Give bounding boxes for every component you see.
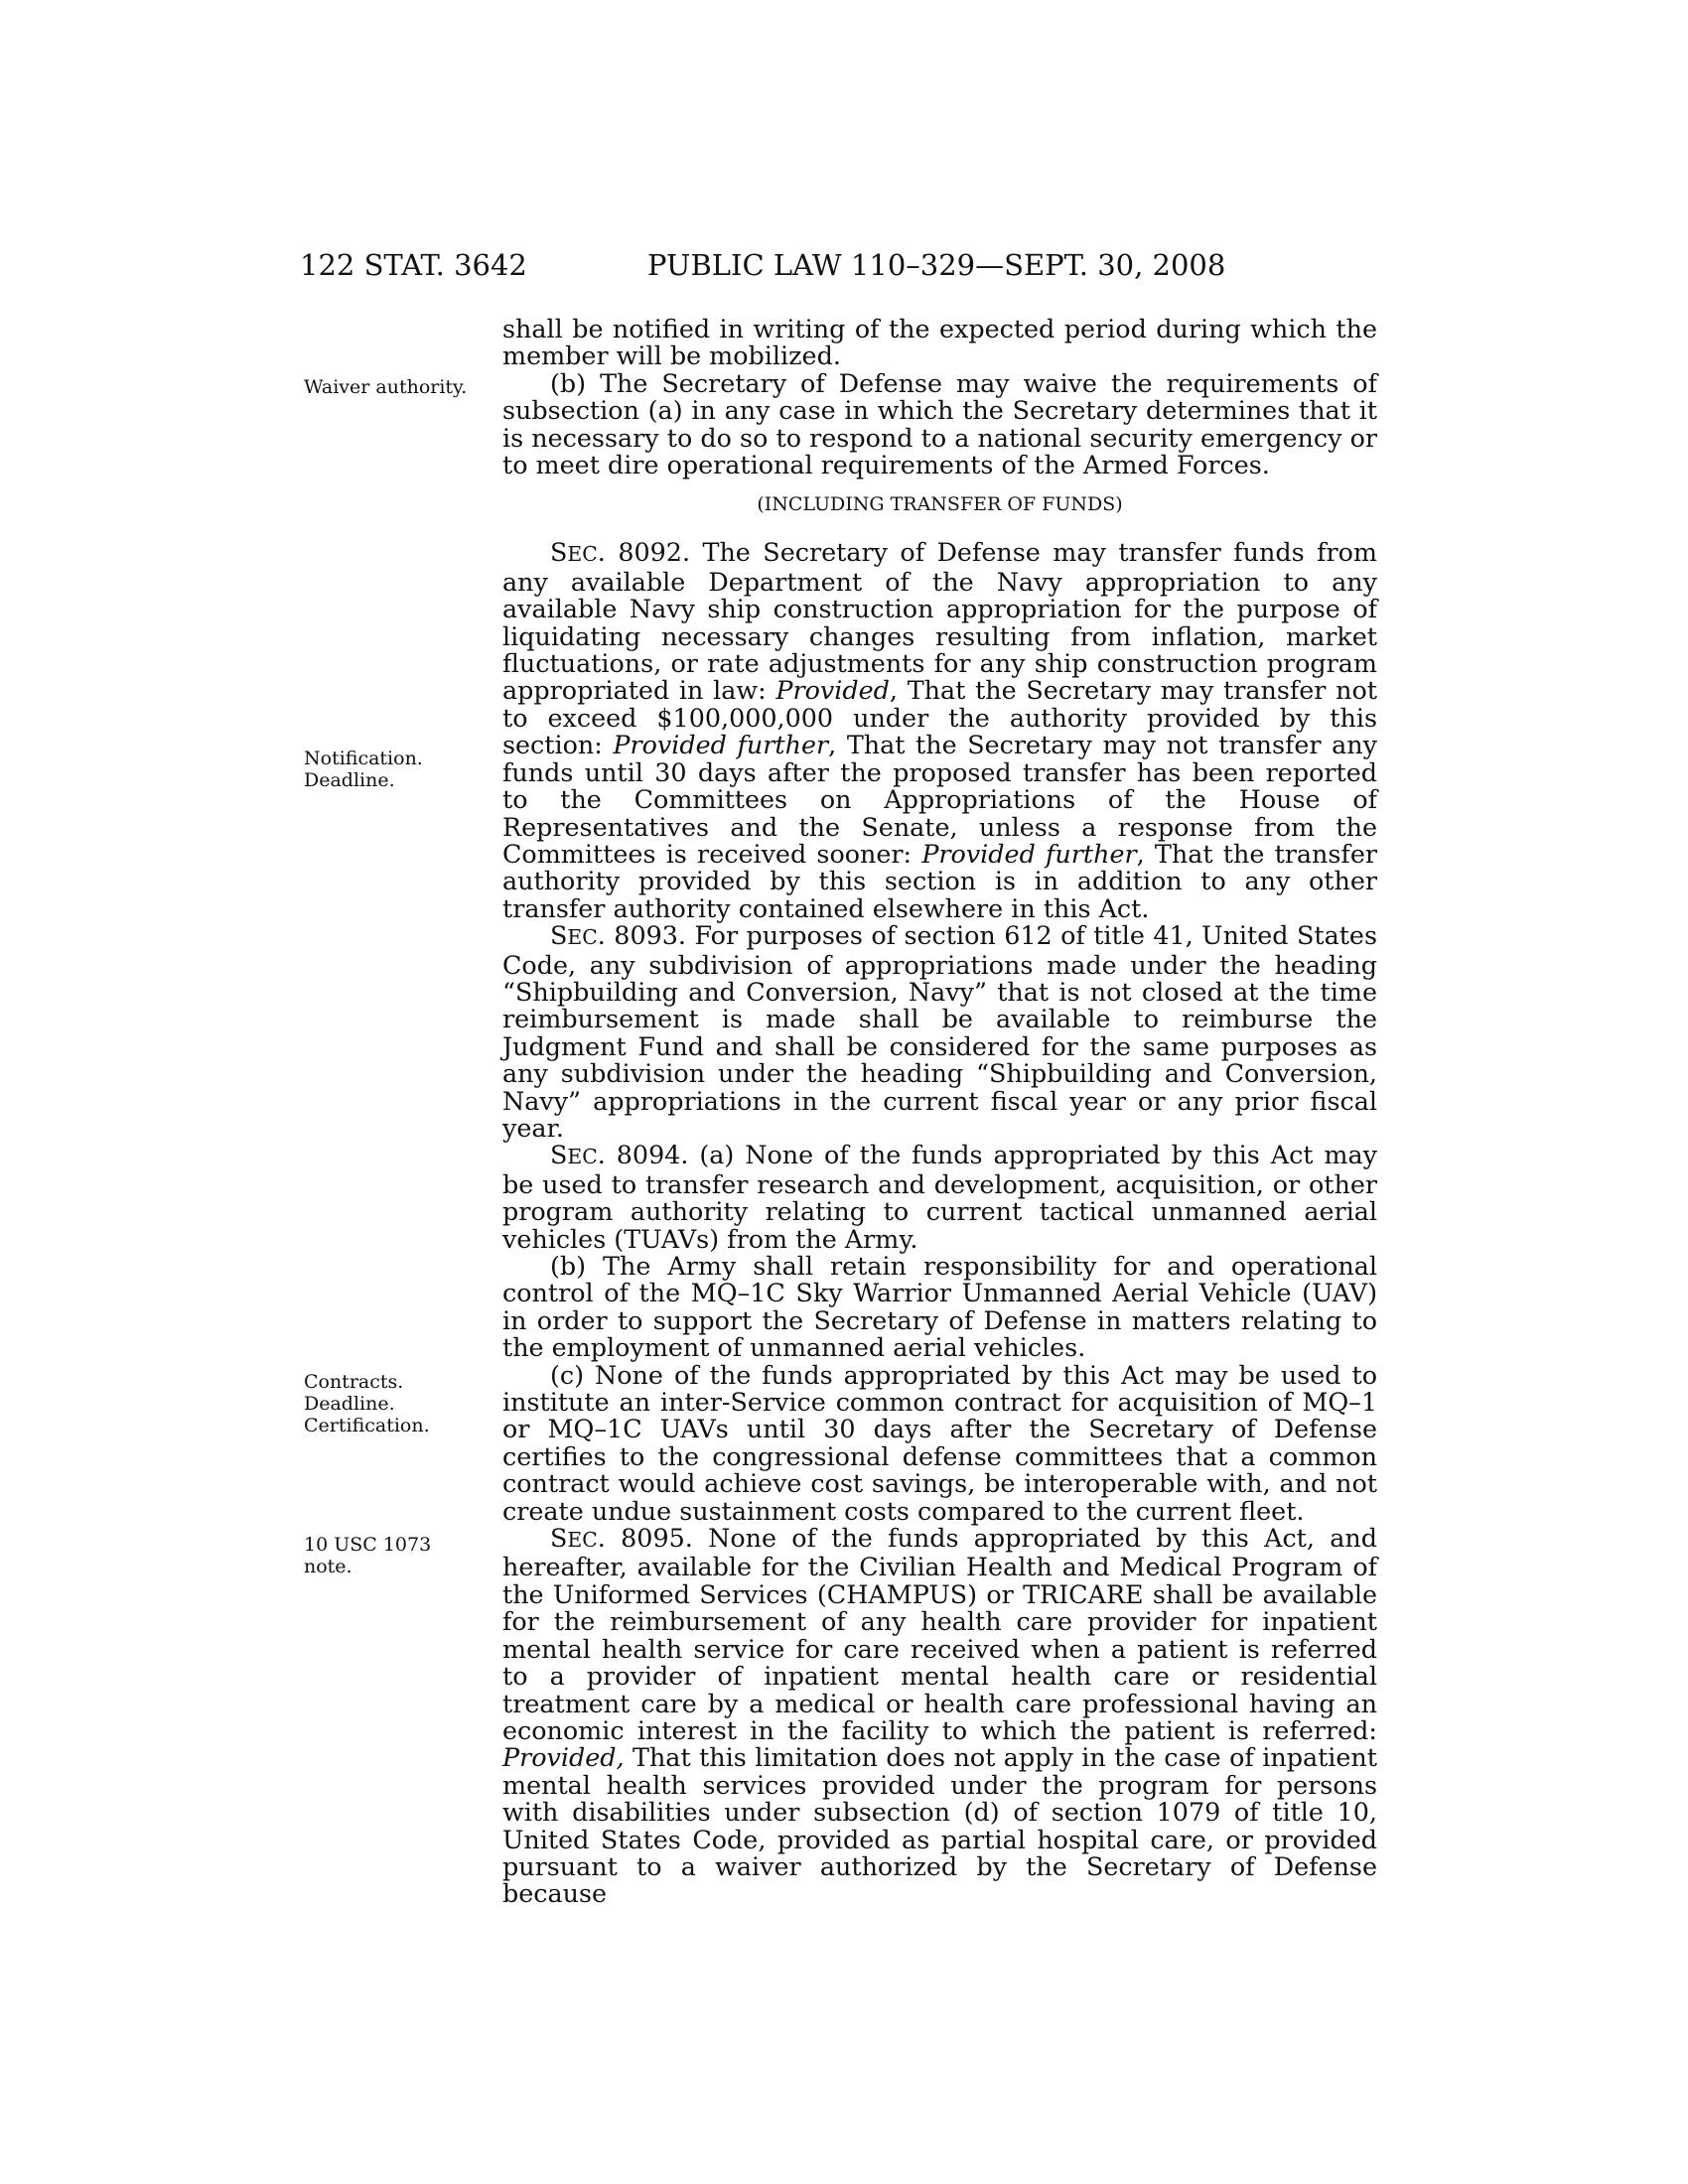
margin-note-line: Deadline. — [304, 769, 395, 791]
margin-note-notification — [304, 748, 492, 791]
margin-note-line: Notification. — [304, 748, 423, 769]
section-8094-b: (b) The Army shall retain responsibility for and operational control of the MQ–1C Sky Warrior Unmanned Aerial Vehicle (UAV) in order to support the Secretary of Defense in matters relating to the employment of unmanned aerial vehicles. — [502, 1251, 1377, 1363]
margin-note-contracts — [304, 1371, 492, 1436]
section-8095: SEC. 8095. None of the funds appropriated by this Act, and hereafter, available for the Civilian Health and Medical Program of the Uniformed Services (CHAMPUS) or TRICARE shall be available for the reimbursement of any health care provider for inpatient mental health service for care received when a patient is referred to a provider of inpatient mental health care or residential treatment care by a medical or health care professional having an economic interest in the facility to which the patient is referred: Provided, That this limitation does not apply in the case of inpatient mental health services provided under the program for persons with disabilities under subsection (d) of section 1079 of title 10, United States Code, provided as partial hospital care, or provided pursuant to a waiver authorized by the Secretary of Defense because — [502, 1523, 1377, 1909]
section-8093: SEC. 8093. For purposes of section 612 of title 41, United States Code, any subdivision of appropriations made under the heading “Shipbuilding and Conversion, Navy” that is not closed at the time reimbursement is made shall be available to reimburse the Judgment Fund and shall be considered for the same purposes as any subdivision under the heading “Shipbuilding and Conversion, Navy” appropriations in the current fiscal year or any prior fiscal year. — [502, 920, 1377, 1143]
margin-note-line: Certification. — [304, 1415, 430, 1436]
paragraph-continuation: shall be notified in writing of the expected period during which the member will be mobilized. — [502, 314, 1377, 371]
margin-note-line: Waiver authority. — [304, 376, 468, 398]
section-heading: (INCLUDING TRANSFER OF FUNDS) — [757, 493, 1123, 516]
margin-note-waiver — [304, 376, 492, 398]
margin-note-line: note. — [304, 1556, 352, 1577]
section-8094: SEC. 8094. (a) None of the funds appropriated by this Act may be used to transfer research and development, acquisition, or other program authority relating to current tactical unmanned aerial vehicles (TUAVs) from the Army. — [502, 1140, 1377, 1254]
document-body — [502, 316, 1377, 1908]
stat-citation: 122 STAT. 3642 — [300, 248, 527, 282]
section-8094-c: (c) None of the funds appropriated by this Act may be used to institute an inter-Service common contract for acquisition of MQ–1 or MQ–1C UAVs until 30 days after the Secretary of Defense certifies to the congressional defense committees that a common contract would achieve cost savings, be interoperable with, and not create undue sustainment costs compared to the current fleet. — [502, 1359, 1377, 1526]
margin-note-usc — [304, 1534, 492, 1577]
margin-note-line: Contracts. — [304, 1371, 404, 1393]
paragraph-waiver: (b) The Secretary of Defense may waive the requirements of subsection (a) in any case in which the Secretary determines that it is necessary to do so to respond to a national security emergency or to meet dire operational requirements of the Armed Forces. — [502, 367, 1377, 480]
page-title: PUBLIC LAW 110–329—SEPT. 30, 2008 — [647, 248, 1226, 282]
page-header — [300, 245, 1377, 285]
margin-note-line: 10 USC 1073 — [304, 1534, 432, 1556]
margin-note-line: Deadline. — [304, 1393, 395, 1415]
section-8092: SEC. 8092. The Secretary of Defense may transfer funds from any available Department of the Navy appropriation to any available Navy ship construction appropriation for the purpose of liquidating necessary changes resulting from inflation, market fluctuations, or rate adjustments for any ship construction program appropriated in law: Provided, That the Secretary may transfer not to exceed $100,000,000 under the authority provided by this section: Provided further, That the Secretary may not transfer any funds until 30 days after the proposed transfer has been reported to the Committees on Appropriations of the House of Representatives and the Senate, unless a response from the Committees is received sooner: Provided further, That the transfer authority provided by this section is in addition to any other transfer authority contained elsewhere in this Act. — [502, 537, 1377, 923]
